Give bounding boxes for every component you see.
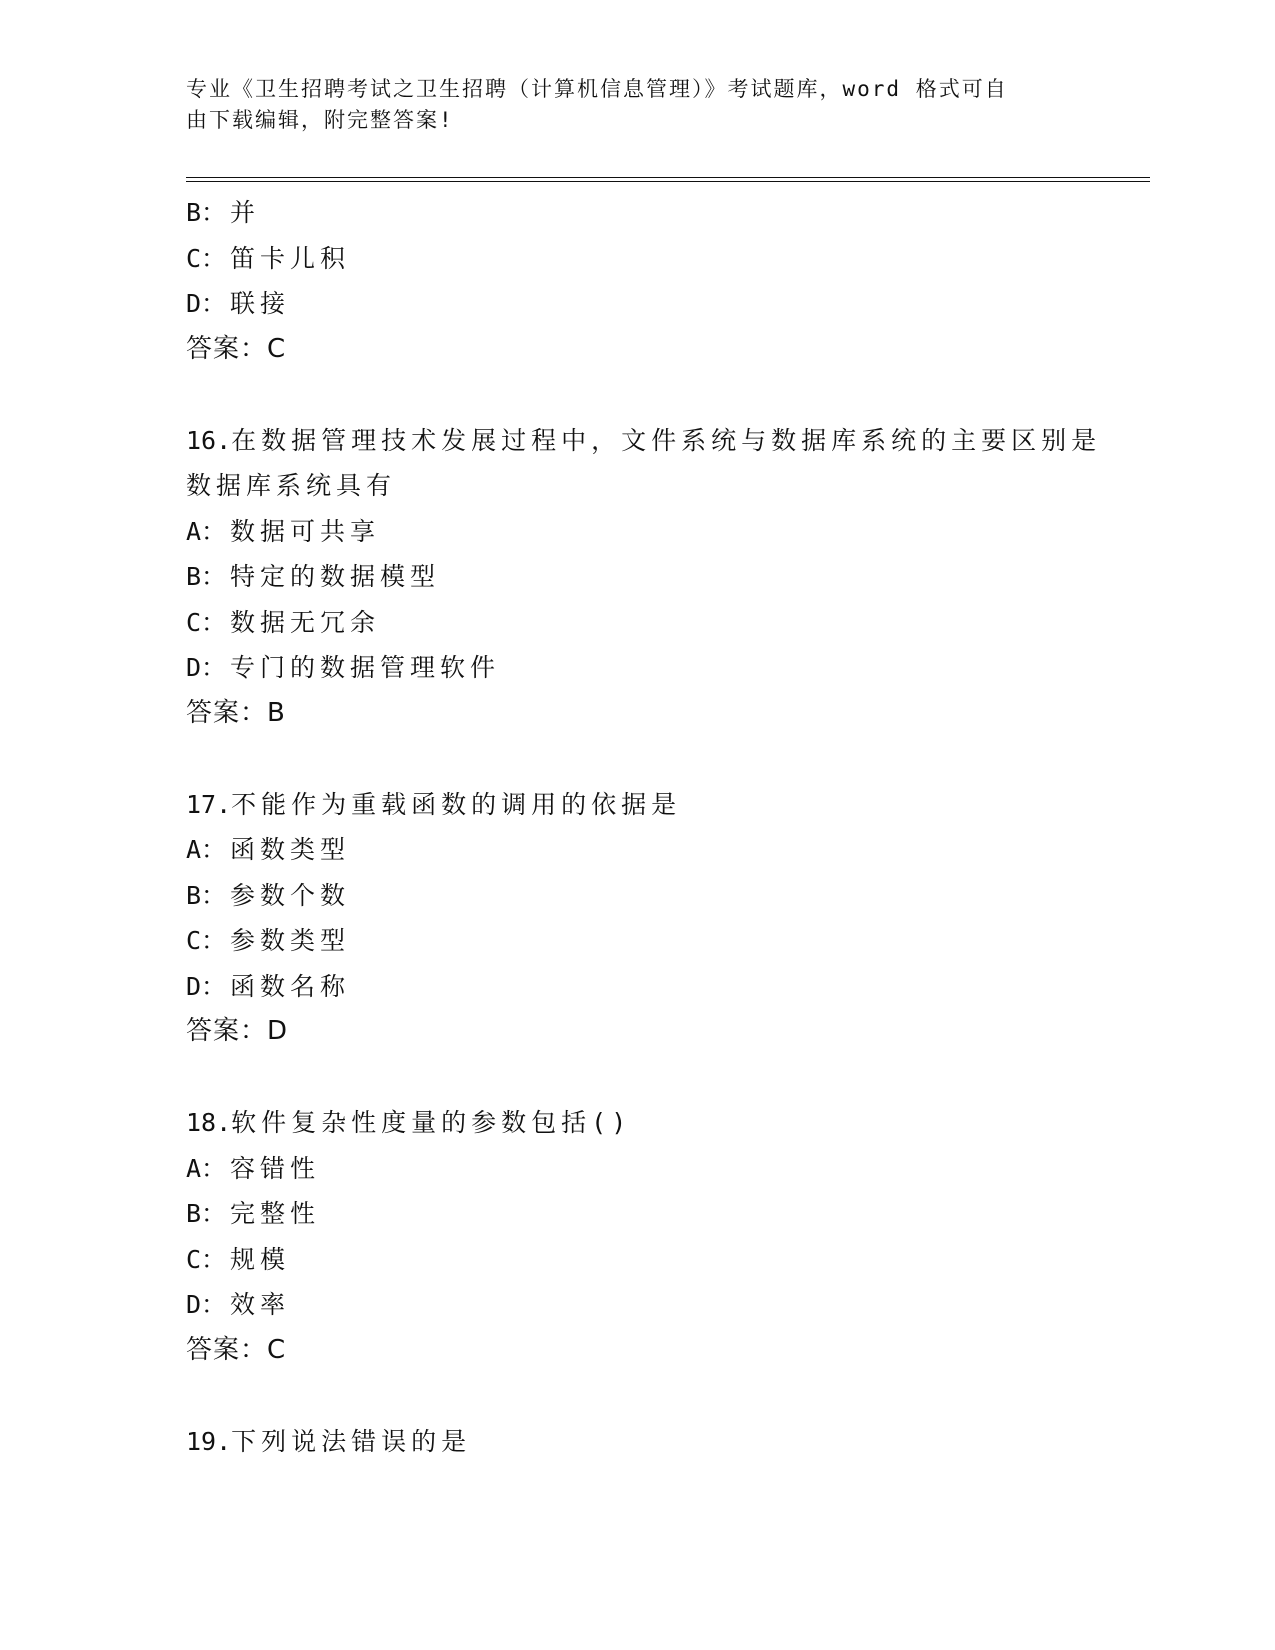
option-b (186, 554, 1150, 600)
option-label: A： (186, 835, 227, 864)
option-c (186, 236, 1150, 282)
question-text-line-2: 数据库系统具有 (186, 471, 397, 500)
question-number: 18. (186, 1108, 232, 1137)
question-text (186, 1419, 1150, 1465)
option-text: 并 (230, 198, 261, 227)
option-label: A： (186, 516, 227, 546)
option-label: B： (186, 1199, 227, 1228)
option-c (186, 918, 1150, 964)
header-rule-bottom (186, 181, 1150, 182)
spacer (186, 1373, 1150, 1419)
option-c (186, 600, 1150, 646)
option-a (186, 827, 1150, 873)
option-b (186, 1191, 1150, 1237)
question-number: 19. (186, 1426, 232, 1456)
question-number: 16. (186, 425, 232, 455)
question-list (186, 190, 1150, 1464)
option-label: C： (186, 926, 227, 955)
question-15-continued (186, 190, 1150, 372)
question-text (186, 1100, 1150, 1146)
option-a (186, 509, 1150, 555)
option-d (186, 645, 1150, 691)
option-text: 特定的数据模型 (230, 562, 441, 591)
spacer (186, 372, 1150, 418)
option-text: 容错性 (230, 1153, 321, 1183)
option-a (186, 1146, 1150, 1192)
question-text-line-1: 不能作为重载函数的调用的依据是 (231, 789, 682, 819)
option-label: A： (186, 1153, 227, 1183)
question-19 (186, 1419, 1150, 1465)
option-d (186, 964, 1150, 1010)
option-text: 规模 (230, 1244, 291, 1274)
option-text: 专门的数据管理软件 (230, 653, 501, 682)
option-text: 联接 (230, 289, 291, 318)
option-text: 参数个数 (230, 880, 351, 910)
option-text: 完整性 (230, 1199, 321, 1228)
spacer (186, 736, 1150, 782)
option-label: C： (186, 243, 227, 273)
option-label: B： (186, 198, 227, 227)
option-text: 数据无冗余 (230, 607, 381, 637)
option-text: 数据可共享 (230, 516, 381, 546)
option-label: B： (186, 562, 227, 591)
document-header (186, 74, 1066, 136)
question-number: 17. (186, 789, 232, 819)
option-label: B： (186, 880, 227, 910)
option-text: 参数类型 (230, 926, 351, 955)
option-label: D： (186, 971, 227, 1001)
header-line-1: 专业《卫生招聘考试之卫生招聘（计算机信息管理）》考试题库，word 格式可自 (186, 77, 1008, 101)
option-label: D： (186, 289, 227, 318)
question-text-line-1: 软件复杂性度量的参数包括() (231, 1108, 632, 1137)
option-text: 函数名称 (230, 971, 351, 1001)
option-c (186, 1237, 1150, 1283)
header-line-2: 由下载编辑，附完整答案! (186, 108, 454, 132)
spacer (186, 1055, 1150, 1101)
option-text: 笛卡儿积 (230, 243, 351, 273)
question-text-line-1: 在数据管理技术发展过程中，文件系统与数据库系统的主要区别是 (231, 425, 1102, 455)
option-d (186, 1282, 1150, 1328)
answer-line: 答案：C (186, 1334, 287, 1365)
option-label: D： (186, 1290, 227, 1319)
option-label: C： (186, 607, 227, 637)
answer-line: 答案：D (186, 1016, 289, 1046)
answer-line: 答案：B (186, 697, 286, 728)
question-text (186, 782, 1150, 828)
option-b (186, 190, 1150, 236)
question-18 (186, 1100, 1150, 1373)
option-label: D： (186, 653, 227, 682)
option-label: C： (186, 1244, 227, 1274)
header-rule-top (186, 177, 1150, 178)
question-text (186, 418, 1150, 464)
question-text-line-1: 下列说法错误的是 (231, 1426, 472, 1456)
option-text: 效率 (230, 1290, 291, 1319)
answer-line: 答案：C (186, 333, 287, 364)
option-b (186, 873, 1150, 919)
question-16 (186, 418, 1150, 737)
option-d (186, 281, 1150, 327)
option-text: 函数类型 (230, 835, 351, 864)
question-17 (186, 782, 1150, 1055)
